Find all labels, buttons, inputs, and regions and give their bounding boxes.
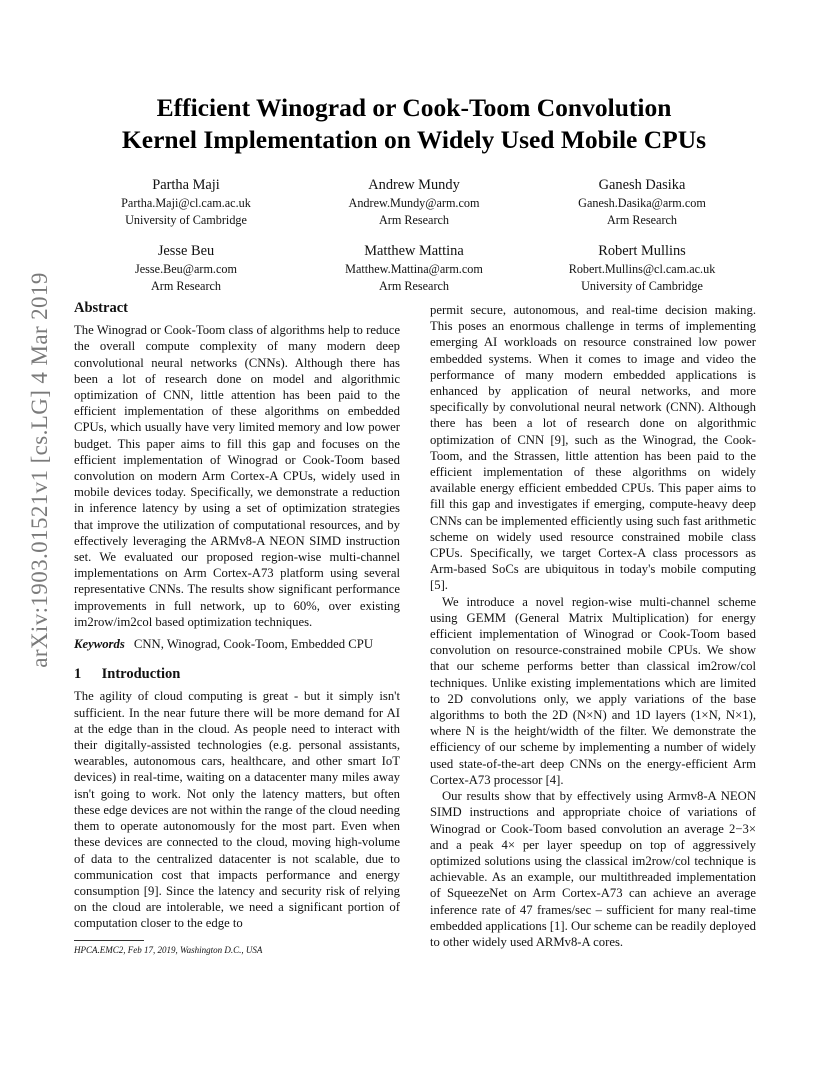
arxiv-identifier: arXiv:1903.01521v1 [cs.LG] 4 Mar 2019 [27, 272, 52, 668]
author-email: Andrew.Mundy@arm.com [348, 196, 480, 210]
author-affiliation: Arm Research [150, 278, 222, 293]
author-affiliation: Arm Research [378, 212, 450, 227]
keywords-line [74, 636, 400, 652]
author-email: Matthew.Mattina@arm.com [345, 262, 483, 276]
right-column [430, 302, 756, 950]
author-email: Ganesh.Dasika@arm.com [578, 196, 706, 210]
author-card [528, 176, 756, 228]
paper-title-line-2: Kernel Implementation on Widely Used Mobile CPUs [121, 125, 707, 154]
keywords-text: CNN, Winograd, Cook-Toom, Embedded CPU [133, 637, 373, 652]
author-card [528, 242, 756, 294]
paper-title-line-1: Efficient Winograd or Cook-Toom Convolution [156, 93, 672, 122]
author-affiliation: University of Cambridge [125, 212, 247, 227]
conference-footnote [74, 940, 400, 955]
footnote-rule [74, 940, 144, 941]
paper-title [40, 92, 788, 156]
author-email: Partha.Maji@cl.cam.ac.uk [121, 196, 251, 210]
author-card [72, 242, 300, 294]
intro-paragraph-3: Our results show that by effectively using Armv8-A NEON SIMD instructions and appropriate choice of variations of Winograd or Cook-Toom based convolution an average 2−3× and a peak 4× per layer speedup on top of aggressively optimized solutions using the classical im2row/col technique is achievable. As an example, our multithreaded implementation of SqueezeNet on Arm Cortex-A73 can achieve an average inference rate of 47 frames/sec – sufficient for many real-time embedded applications [1]. Our scheme can be readily deployed to other widely used ARMv8-A cores. [430, 789, 756, 949]
section-title: Introduction [101, 666, 181, 683]
author-card [72, 176, 300, 228]
author-affiliation: Arm Research [606, 212, 678, 227]
left-column [74, 300, 400, 932]
author-row-2 [72, 242, 756, 294]
intro-paragraph-2: We introduce a novel region-wise multi-channel scheme using GEMM (General Matrix Multiplication) for energy efficient implementation of Winograd or Cook-Toom based convolution on resource-constrained mobile CPUs. We show that our scheme performs better than classical im2row/col techniques. Unlike existing implementations which are limited to 2D convolutions only, we apply variations of the base algorithms to both the 2D (N×N) and 1D layers (1×N, N×1), where N is the height/width of the filter. We demonstrate the efficiency of our scheme by implementing a number of widely used state-of-the-art deep CNNs on the energy-efficient Arm Cortex-A73 processor [4]. [430, 594, 756, 787]
author-card [300, 176, 528, 228]
author-block [72, 176, 756, 308]
section-number: 1 [74, 666, 82, 683]
author-email: Robert.Mullins@cl.cam.ac.uk [568, 262, 716, 276]
author-name: Matthew Mattina [364, 243, 464, 259]
abstract-text: The Winograd or Cook-Toom class of algorithms help to reduce the overall compute complexity of many modern deep convolutional neural networks (CNNs). Although there has been a lot of research done on model and algorithmic optimization of CNN, little attention has been paid to the efficient implementation of these algorithms on embedded CPUs, which usually have very limited memory and low power budget. This paper aims to fill this gap and focuses on the efficient implementation of Winograd or Cook-Toom based convolution on modern Arm Cortex-A CPUs, widely used in mobile devices today. Specifically, we demonstrate a reduction in inference latency by using a set of optimization strategies that improve the utilization of computational resources, and by effectively leveraging the ARMv8-A NEON SIMD instruction set. We evaluated our proposed region-wise multi-channel implementations on Arm Cortex-A73 platform using several representative CNNs. The results show significant performance improvements in full network, up to 60%, over existing im2row/im2col based optimization techniques. [74, 323, 400, 629]
author-name: Partha Maji [152, 177, 220, 193]
author-affiliation: Arm Research [378, 278, 450, 293]
author-email: Jesse.Beu@arm.com [135, 262, 237, 276]
author-name: Andrew Mundy [368, 177, 460, 193]
author-name: Robert Mullins [598, 243, 686, 259]
footnote-text: HPCA.EMC2, Feb 17, 2019, Washington D.C., USA [74, 945, 263, 955]
intro-paragraph-1-continued: permit secure, autonomous, and real-time decision making. This poses an enormous challenge in terms of implementing emerging AI workloads on resource constrained low power embedded systems. When it comes to image and video the performance of many modern embedded applications is enhanced by application of neural networks, and more specifically by convolutional neural network (CNN). Although there has been a lot of research done on algorithmic optimization of CNN [9], such as the Winograd, the Cook-Toom, and the Strassen, little attention has been paid to the efficient implementation of these algorithms on widely available energy efficient embedded CPUs. This paper aims to fill this gap and investigates if emerging, compute-heavy deep CNNs can be implemented efficiently using such fast arithmetic scheme on widely used resource constrained mobile class CPUs. Specifically, we target Cortex-A class processors as Arm-based SoCs are ubiquitous in today's mobile computing [5]. [430, 303, 756, 593]
author-name: Jesse Beu [157, 243, 215, 259]
intro-paragraph-1: The agility of cloud computing is great - but it simply isn't sufficient. In the near future there will be more demand for AI at the edge than in the cloud. As people need to interact with their digitally-assisted technologies (e.g. personal assistants, wearables, autonomous cars, healthcare, and other smart IoT devices) in real-time, waiting on a datacenter many miles away isn't going to work. Not only the latency matters, but often these edge devices are not within the range of the cloud needing them to operate autonomously for the most part. Even when these devices are connected to the cloud, moving high-volume of data to the centralized datacenter is not scalable, due to communication cost that impacts performance and energy consumption [9]. Since the latency and security risk of relying on the cloud are intolerable, we need a significant portion of computation closer to the edge to [74, 689, 400, 931]
author-name: Ganesh Dasika [598, 177, 686, 193]
author-card [300, 242, 528, 294]
section-heading-introduction [74, 666, 400, 682]
author-row-1 [72, 176, 756, 228]
keywords-label: Keywords [74, 637, 125, 652]
abstract-heading: Abstract [74, 300, 128, 316]
author-affiliation: University of Cambridge [581, 278, 703, 293]
